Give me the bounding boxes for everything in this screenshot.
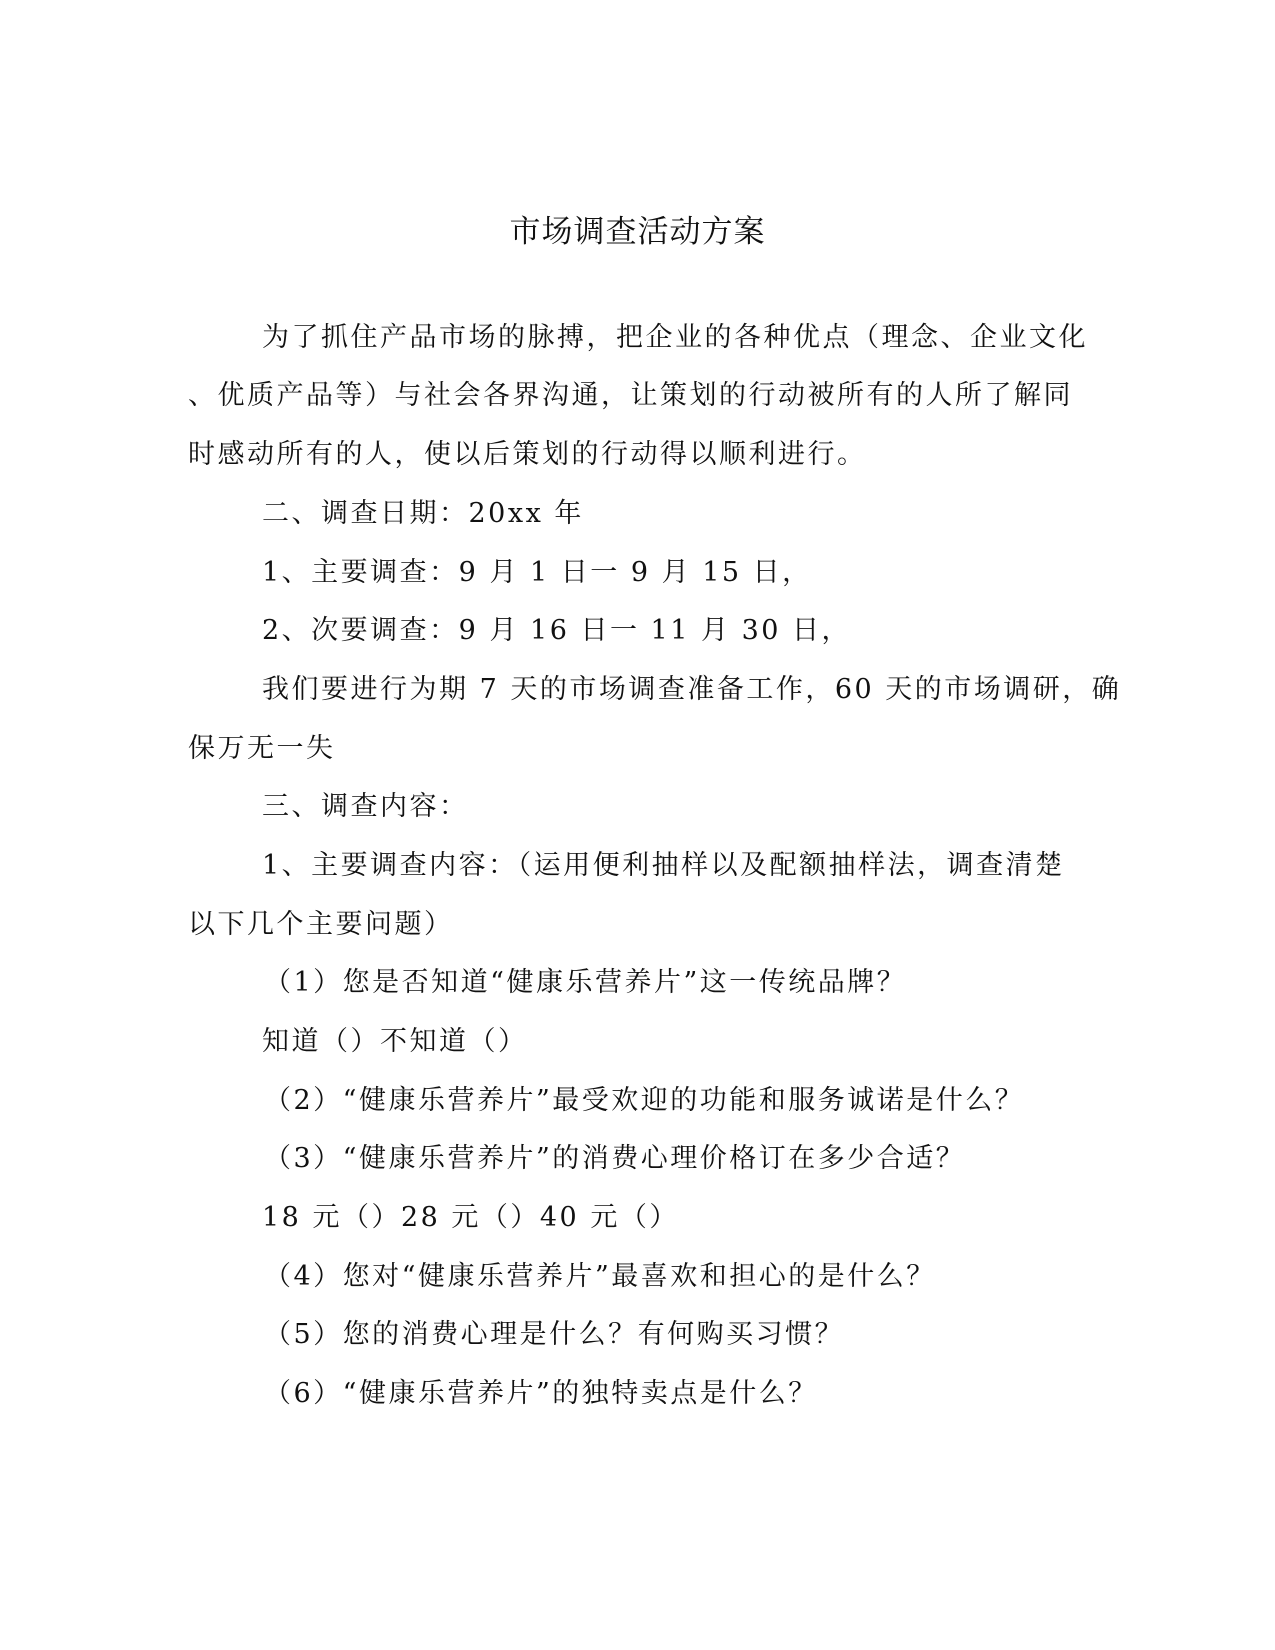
- list-item: 1、主要调查：9 月 1 日一 9 月 15 日，: [262, 557, 812, 588]
- question-item: （4）您对“健康乐营养片”最喜欢和担心的是什么？: [264, 1261, 936, 1292]
- paragraph-line: 为了抓住产品市场的脉搏，把企业的各种优点（理念、企业文化: [262, 322, 1088, 353]
- question-item: （3）“健康乐营养片”的消费心理价格订在多少合适？: [264, 1143, 966, 1174]
- paragraph-line: 时感动所有的人，使以后策划的行动得以顺利进行。: [188, 439, 867, 470]
- section-heading: 二、调查日期：20xx 年: [262, 498, 584, 529]
- paragraph-line: 以下几个主要问题）: [188, 909, 454, 940]
- paragraph-line: 保万无一失: [188, 733, 336, 764]
- answer-options: 知道（）不知道（）: [262, 1026, 528, 1057]
- question-item: （1）您是否知道“健康乐营养片”这一传统品牌？: [264, 967, 907, 998]
- paragraph-line: 、优质产品等）与社会各界沟通，让策划的行动被所有的人所了解同: [188, 380, 1073, 411]
- list-item: 1、主要调查内容：（运用便利抽样以及配额抽样法，调查清楚: [262, 850, 1065, 881]
- answer-options: 18 元（）28 元（）40 元（）: [262, 1202, 679, 1233]
- list-item: 2、次要调查：9 月 16 日一 11 月 30 日，: [262, 615, 852, 646]
- question-item: （5）您的消费心理是什么？有何购买习惯？: [264, 1319, 845, 1350]
- document-title: 市场调查活动方案: [509, 214, 766, 250]
- question-item: （6）“健康乐营养片”的独特卖点是什么？: [264, 1378, 818, 1409]
- paragraph-line: 我们要进行为期 7 天的市场调查准备工作，60 天的市场调研，确: [262, 674, 1122, 705]
- question-item: （2）“健康乐营养片”最受欢迎的功能和服务诚诺是什么？: [264, 1085, 1025, 1116]
- section-heading: 三、调查内容：: [262, 791, 469, 822]
